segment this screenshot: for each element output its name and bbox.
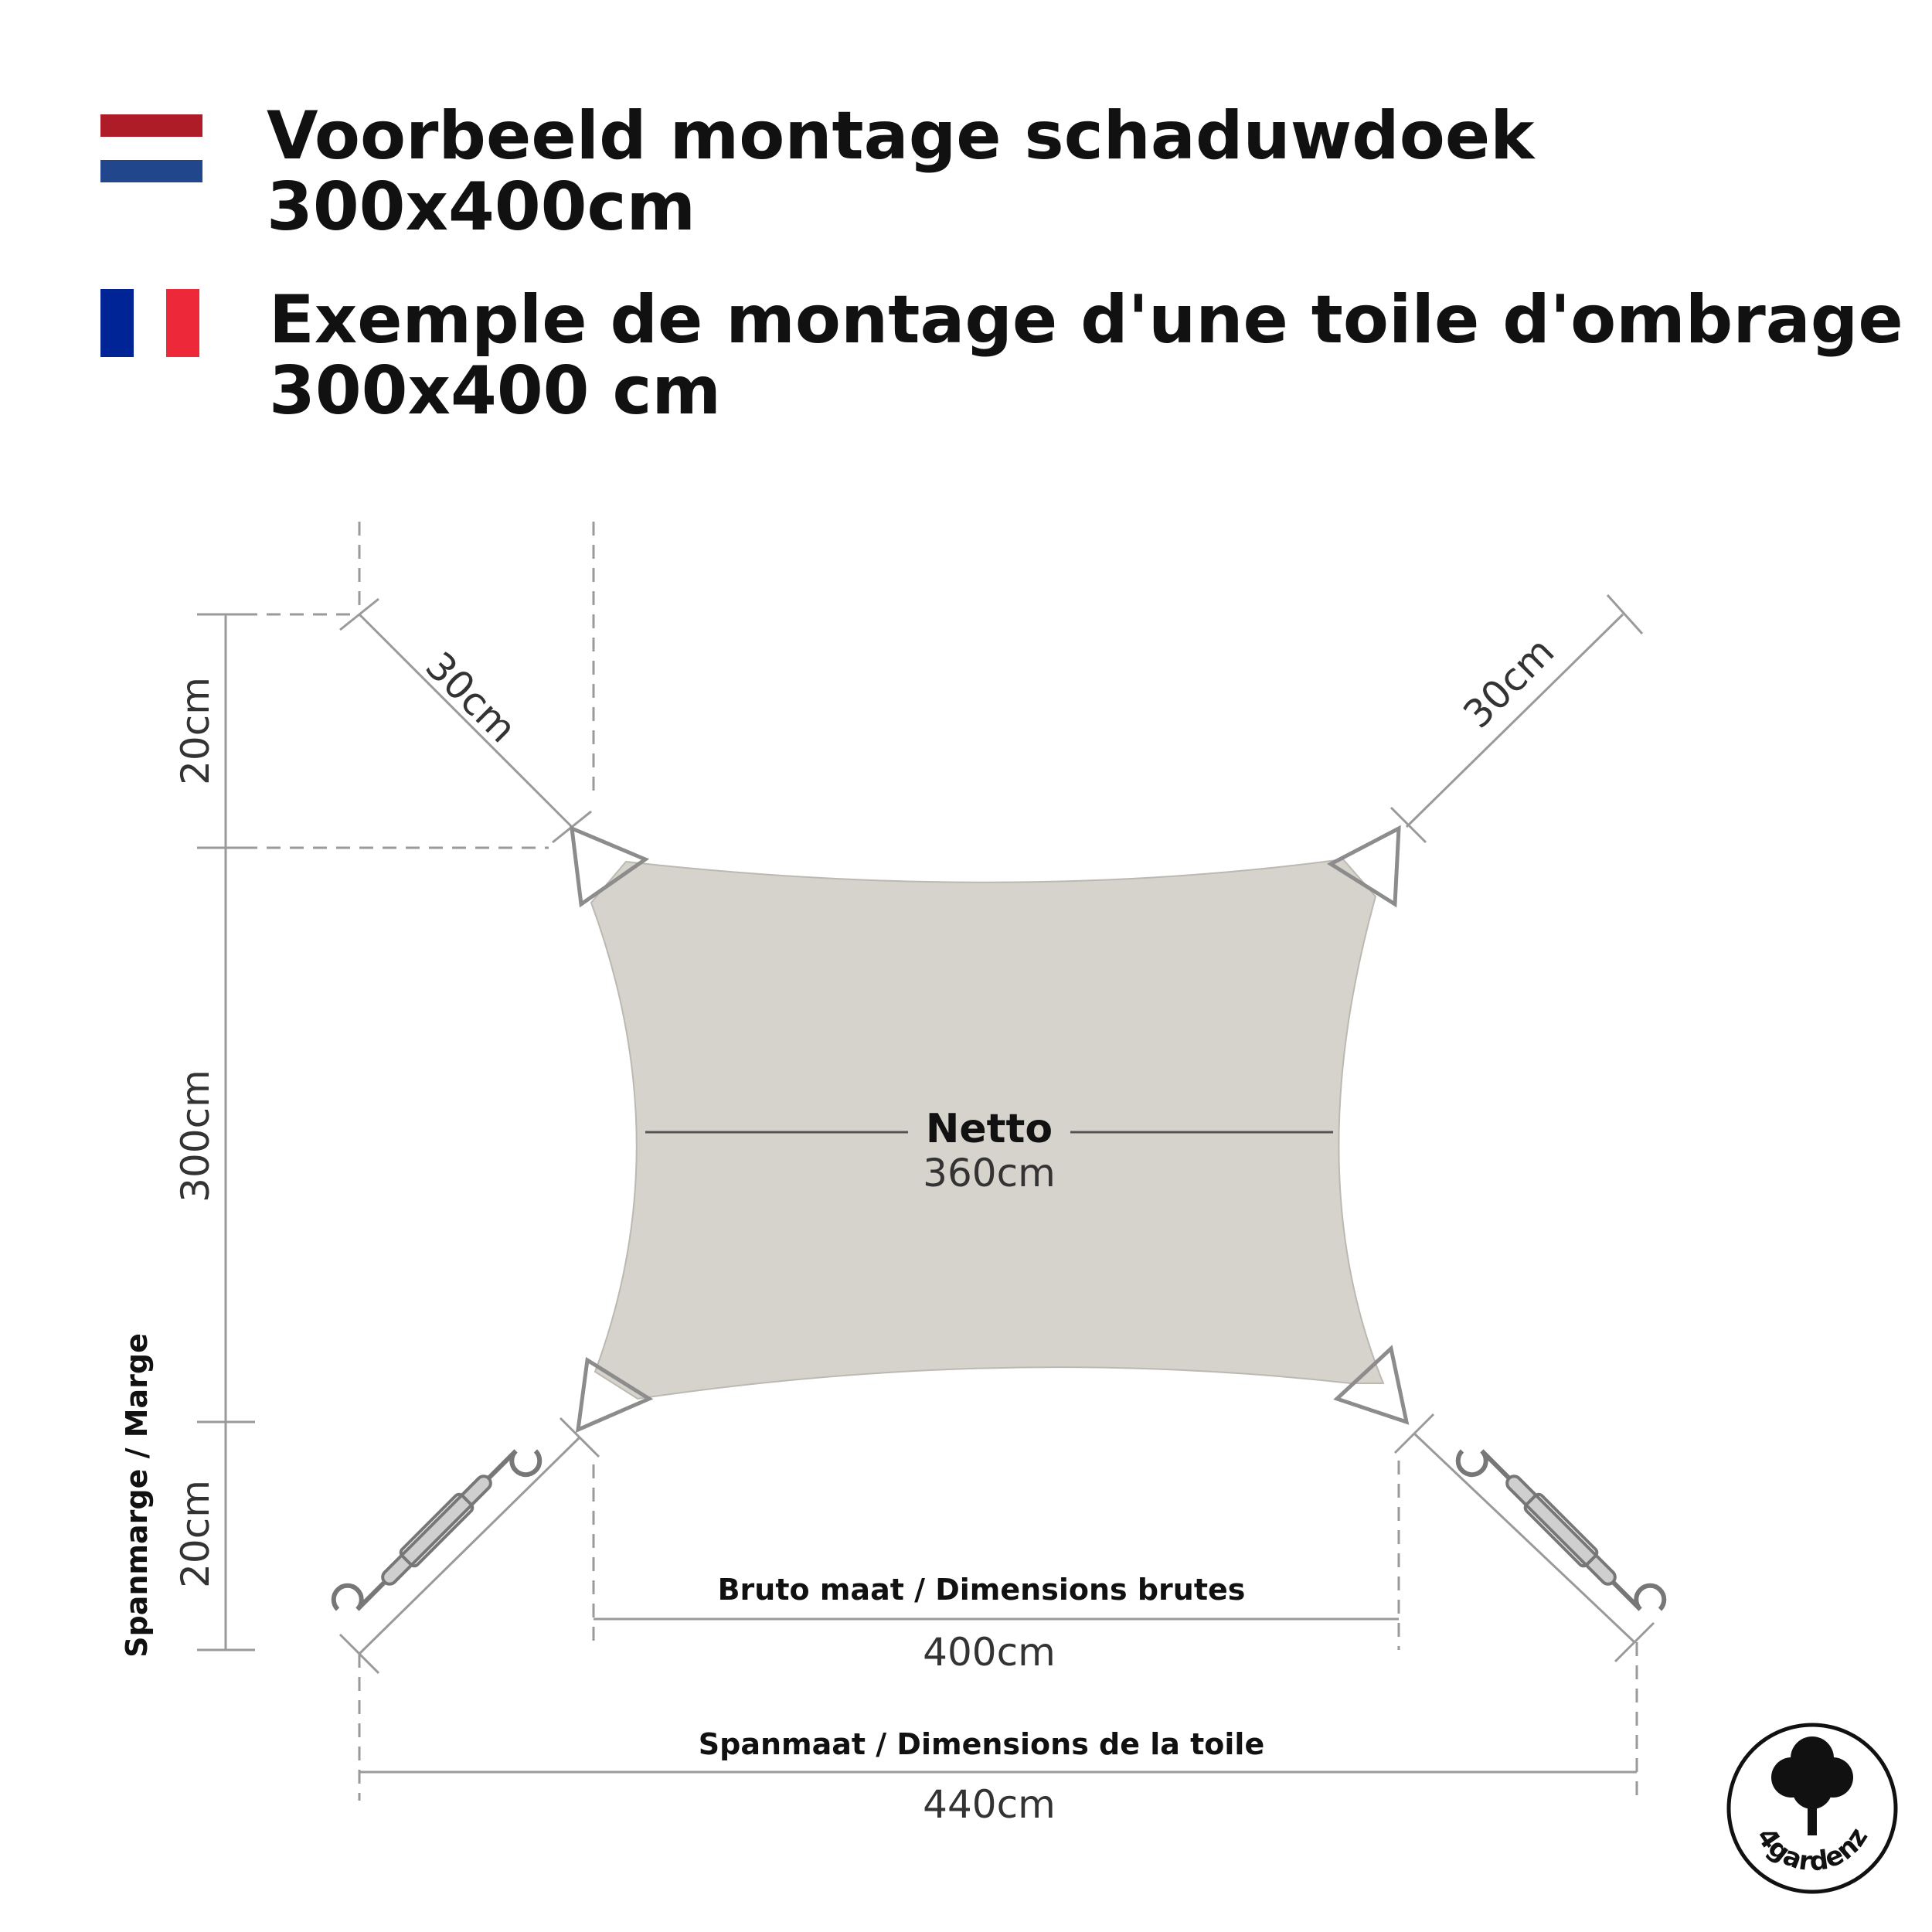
brand-logo xyxy=(1729,1725,1896,1892)
netto-value: 360cm xyxy=(923,1151,1056,1196)
margin-label: Spanmarge / Marge xyxy=(120,1333,154,1658)
title-french-line2: 300x400 cm xyxy=(269,352,722,430)
netto-label: Netto xyxy=(925,1106,1053,1152)
bruto-label: Bruto maat / Dimensions brutes xyxy=(717,1573,1246,1607)
side-mid-label: 300cm xyxy=(173,1070,218,1202)
title-french-line1: Exemple de montage d'une toile d'ombrage xyxy=(269,281,1903,359)
corner-right-label: 30cm xyxy=(1454,628,1563,737)
bruto-value: 400cm xyxy=(923,1630,1056,1675)
side-top-label: 20cm xyxy=(173,677,218,785)
tick-tr-2 xyxy=(1607,595,1642,634)
side-bottom-label: 20cm xyxy=(173,1480,218,1588)
turnbuckle-right-icon xyxy=(1452,1421,1669,1638)
span-label: Spanmaat / Dimensions de la toile xyxy=(698,1727,1265,1761)
title-dutch-line2: 300x400cm xyxy=(267,168,696,246)
span-value: 440cm xyxy=(923,1782,1056,1827)
diagonal-bottom-right xyxy=(1414,1434,1634,1642)
turnbuckle-left-icon xyxy=(328,1421,545,1638)
logo-text: 4gardenz xyxy=(1750,1821,1875,1878)
diagonal-bottom-left xyxy=(359,1437,580,1654)
title-dutch-line1: Voorbeeld montage schaduwdoek xyxy=(267,97,1535,175)
corner-left-label: 30cm xyxy=(417,643,526,752)
